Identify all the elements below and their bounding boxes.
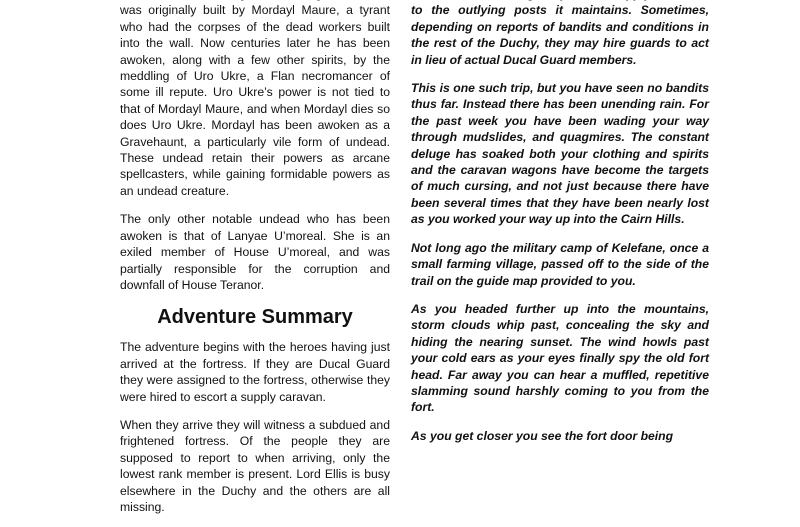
readaloud-paragraph: As you get closer you see the fort door being [411,428,674,443]
arrival-paragraph: When they arrive they will witness a subdued and frightened fortress. Of the people they are supposed to report to when arriving, only the lowest rank member is present. Lord Ellis is busy elsewhere in the Duchy and the others are all missing. [120,417,390,514]
readaloud-paragraph: Not long ago the military camp of Kelefane, once a small farming village, passed off to the side of the trail on the guide map provided to you. [411,240,709,288]
readaloud-paragraph: As you headed further up into the mountains, storm clouds whip past, concealing the sky and hiding the nearing sunset. The wind howls past your cold ears as your eyes finally spy the old fort head. Far away you can hear a muffled, repetitive slamming sound harshly coming to you from the fort. [411,301,709,415]
section-heading: Adventure Summary [157,306,353,329]
summary-paragraph: The adventure begins with the heroes having just arrived at the fortress. If they are Ducal Guard they were assigned to the fortress, otherwise they were hired to escort a supply caravan. [120,340,390,404]
right-column [411,0,709,456]
readaloud-paragraph: This is one such trip, but you have seen no bandits thus far. Instead there has been unending rain. For the past week you have been wading your way through mudslides, and quagmires. The constant deluge has soaked both your clothing and spirits and the caravan wagons have become the targets of much cursing, and not just because there have been several times that they have been nearly lost as you worked your way up into the Cairn Hills. [411,81,709,227]
left-column [120,0,390,527]
undead-paragraph: The only other notable undead who has been awoken is that of Lanyae U’moreal. She is an exiled member of House U’moreal, and was partially responsible for the corruption and downfall of House Teranor. [120,212,390,292]
backstory-paragraph: was originally built by Mordayl Maure, a tyrant who had the corpses of the dead workers built into the wall. Now centuries later he has been awoken, along with a few other spirits, by the meddling of Uro Ukre, a Flan necromancer of some ill repute. Uro Ukre’s power is not tied to that of Mordayl Maure, and when Mordayl dies so does Uro Ukre. Mordayl has been awoken as a Gravehaunt, a particularly vile form of undead. These undead retain their powers as arcane spellcasters, while gaining formidable powers as an undead creature. [120,3,390,198]
readaloud-paragraph: to the outlying posts it maintains. Sometimes, depending on reports of bandits and conditions in the rest of the Duchy, they may hire guards to act in lieu of actual Ducal Guard members. [411,3,709,67]
